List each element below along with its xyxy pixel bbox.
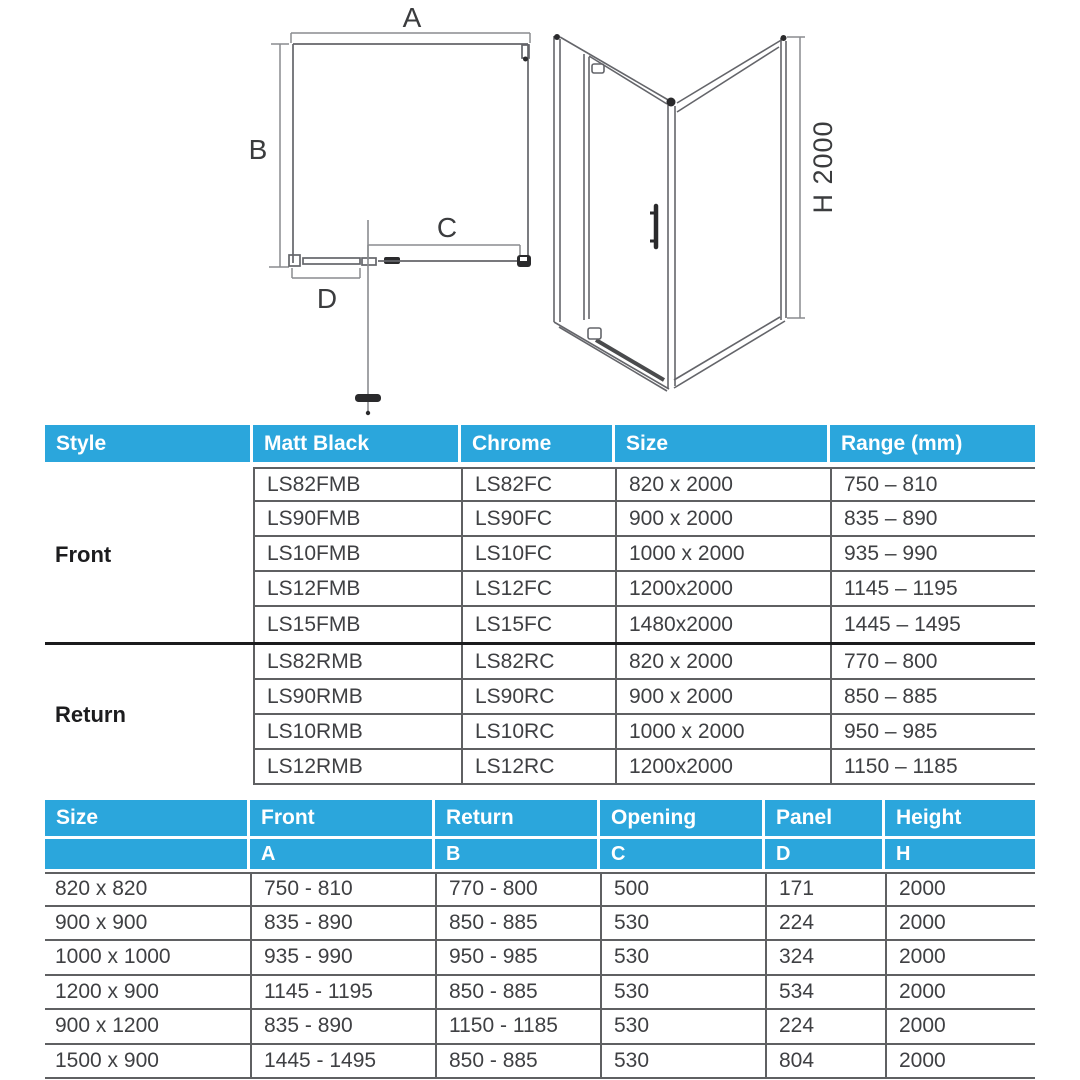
table-cell: 835 - 890 (250, 907, 435, 942)
column-header: Opening (600, 800, 765, 836)
column-header: Size (45, 800, 250, 836)
table-cell: 2000 (885, 907, 1035, 942)
dimension-d (292, 268, 360, 278)
column-subheader: H (885, 839, 1035, 869)
column-header: Size (615, 425, 830, 462)
dimension-h (787, 37, 805, 318)
table-cell: 1145 – 1195 (830, 572, 1035, 607)
column-header: Range (mm) (830, 425, 1035, 462)
table-cell: 750 – 810 (830, 467, 1035, 502)
dimensions-table (45, 800, 1035, 1079)
dimension-label-b: B (248, 134, 268, 165)
table-cell: 500 (600, 872, 765, 907)
table-cell: LS12FC (461, 572, 615, 607)
column-header: Front (250, 800, 435, 836)
table-cell: 530 (600, 907, 765, 942)
table-cell: 1200 x 900 (45, 976, 250, 1011)
column-header: Matt Black (253, 425, 461, 462)
dimension-label-d: D (316, 283, 338, 314)
table-cell: 1480x2000 (615, 607, 830, 642)
column-subheader: D (765, 839, 885, 869)
door-centerline (355, 220, 381, 415)
table-cell: 2000 (885, 976, 1035, 1011)
table-cell: 850 – 885 (830, 680, 1035, 715)
table-cell: LS10RC (461, 715, 615, 750)
table-cell: LS90FC (461, 502, 615, 537)
style-label: Return (55, 702, 126, 727)
table-cell: 835 - 890 (250, 1010, 435, 1045)
table-cell: 935 – 990 (830, 537, 1035, 572)
table-cell: 1000 x 2000 (615, 537, 830, 572)
table-cell: LS10RMB (253, 715, 461, 750)
table-cell: 820 x 2000 (615, 645, 830, 680)
table-cell: 750 - 810 (250, 872, 435, 907)
table-cell: 534 (765, 976, 885, 1011)
table-cell: 820 x 820 (45, 872, 250, 907)
table-cell: 224 (765, 907, 885, 942)
table-cell: LS90FMB (253, 502, 461, 537)
table-cell: 530 (600, 976, 765, 1011)
table-cell: LS82FC (461, 467, 615, 502)
table-cell: 530 (600, 1045, 765, 1080)
technical-diagram (0, 0, 1080, 420)
column-header: Height (885, 800, 1035, 836)
table-cell: 1150 - 1185 (435, 1010, 600, 1045)
table-cell: 1000 x 2000 (615, 715, 830, 750)
table-cell: LS90RMB (253, 680, 461, 715)
door-plan-hardware (289, 45, 531, 267)
column-subheader (45, 839, 250, 869)
table-cell: LS15FC (461, 607, 615, 642)
table-cell: 850 - 885 (435, 976, 600, 1011)
column-header: Panel (765, 800, 885, 836)
dimension-a (291, 33, 530, 43)
table-cell: 900 x 900 (45, 907, 250, 942)
table-cell: 820 x 2000 (615, 467, 830, 502)
dimension-label-h: H 2000 (808, 120, 838, 214)
table-cell: 530 (600, 1010, 765, 1045)
table-cell: 900 x 2000 (615, 502, 830, 537)
table-cell: 1150 – 1185 (830, 750, 1035, 785)
door-handle (650, 206, 656, 247)
dimension-label-c: C (436, 212, 458, 243)
table-cell: 2000 (885, 1010, 1035, 1045)
dimensions-table-subheader (45, 839, 1035, 869)
elevation-view (554, 34, 838, 391)
table-cell: 900 x 2000 (615, 680, 830, 715)
table-cell: 850 - 885 (435, 1045, 600, 1080)
table-cell: LS12RMB (253, 750, 461, 785)
table-cell: 1500 x 900 (45, 1045, 250, 1080)
table-cell: 770 - 800 (435, 872, 600, 907)
table-cell: 1200x2000 (615, 572, 830, 607)
table-cell: LS12FMB (253, 572, 461, 607)
table-cell: 1145 - 1195 (250, 976, 435, 1011)
table-cell: 804 (765, 1045, 885, 1080)
table-cell: 2000 (885, 1045, 1035, 1080)
column-header: Style (45, 425, 253, 462)
dimensions-table-header (45, 800, 1035, 836)
dimension-b (269, 44, 289, 267)
table-cell: 935 - 990 (250, 941, 435, 976)
table-cell: LS82RMB (253, 645, 461, 680)
table-cell: 530 (600, 941, 765, 976)
table-cell: 850 - 885 (435, 907, 600, 942)
spec-group-return (45, 645, 1035, 785)
dimensions-table-body (45, 872, 1035, 1079)
plan-view (249, 2, 531, 415)
table-cell: 950 - 985 (435, 941, 600, 976)
column-subheader: C (600, 839, 765, 869)
table-cell: LS10FC (461, 537, 615, 572)
table-cell: 900 x 1200 (45, 1010, 250, 1045)
table-cell: 224 (765, 1010, 885, 1045)
dimension-label-a: A (402, 2, 422, 33)
spec-table (45, 425, 1035, 785)
table-cell: LS15FMB (253, 607, 461, 642)
table-cell: 835 – 890 (830, 502, 1035, 537)
table-cell: LS82FMB (253, 467, 461, 502)
table-cell: 2000 (885, 941, 1035, 976)
column-header: Chrome (461, 425, 615, 462)
spec-table-header (45, 425, 1035, 462)
table-cell: 950 – 985 (830, 715, 1035, 750)
column-subheader: B (435, 839, 600, 869)
table-cell: 1200x2000 (615, 750, 830, 785)
table-cell: 2000 (885, 872, 1035, 907)
table-cell: 171 (765, 872, 885, 907)
table-cell: LS82RC (461, 645, 615, 680)
table-cell: 770 – 800 (830, 645, 1035, 680)
table-cell: LS90RC (461, 680, 615, 715)
table-cell: 1445 - 1495 (250, 1045, 435, 1080)
spec-group-front (45, 467, 1035, 642)
table-cell: 324 (765, 941, 885, 976)
column-subheader: A (250, 839, 435, 869)
table-cell: LS10FMB (253, 537, 461, 572)
style-label: Front (55, 541, 112, 567)
table-cell: LS12RC (461, 750, 615, 785)
table-cell: 1000 x 1000 (45, 941, 250, 976)
column-header: Return (435, 800, 600, 836)
table-cell: 1445 – 1495 (830, 607, 1035, 642)
